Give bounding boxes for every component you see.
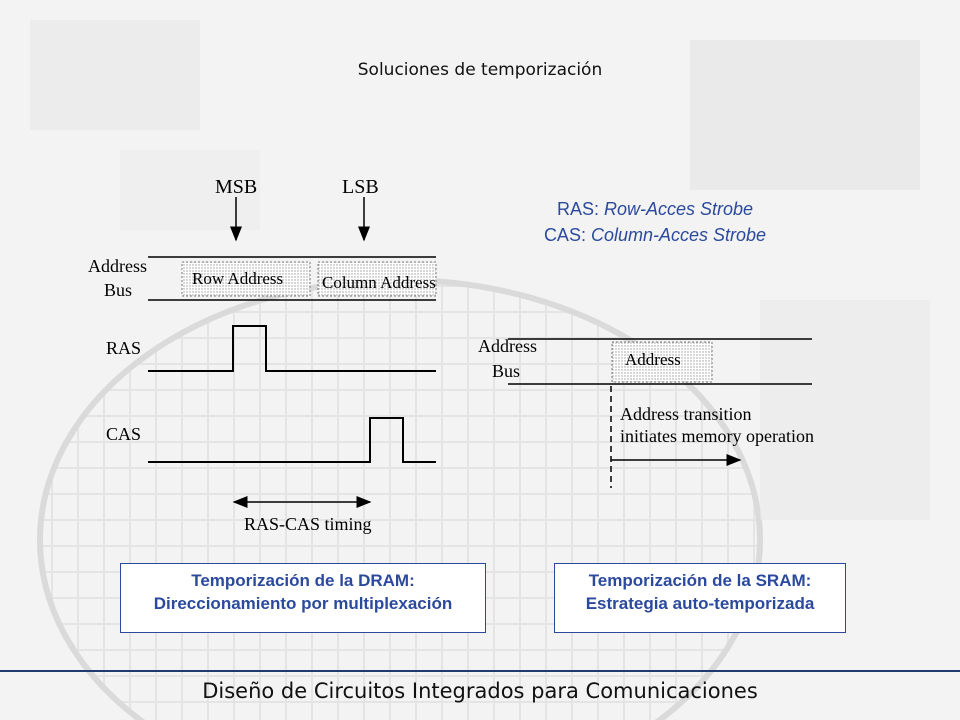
ras-legend-abbr: RAS:	[556, 199, 599, 219]
column-address-label: Column Address	[322, 273, 436, 292]
dram-caption-line2: Direccionamiento por multiplexación	[153, 594, 453, 613]
msb-label: MSB	[215, 176, 258, 198]
sram-bus-label: Bus	[492, 361, 521, 381]
dram-bus-label: Bus	[104, 280, 133, 300]
ras-label: RAS	[106, 338, 142, 358]
strobe-legend	[500, 196, 810, 248]
sram-address-label: Address	[478, 336, 537, 356]
lsb-label: LSB	[342, 176, 379, 198]
dram-caption-box	[120, 563, 486, 633]
cas-label: CAS	[106, 424, 142, 444]
footer-rule	[0, 670, 960, 672]
cas-legend-text: Column-Acces Strobe	[590, 225, 767, 245]
ras-legend-text: Row-Acces Strobe	[603, 199, 754, 219]
cas-legend-line	[500, 222, 810, 248]
slide-title: Soluciones de temporización	[357, 60, 603, 80]
cas-waveform	[148, 418, 436, 462]
sram-address-box-label: Address	[625, 350, 681, 369]
row-address-label: Row Address	[192, 269, 284, 288]
sram-caption-box	[554, 563, 846, 633]
ras-waveform	[148, 326, 436, 371]
dram-address-label: Address	[88, 256, 147, 276]
slide-footer: Diseño de Circuitos Integrados para Comunicaciones	[202, 679, 758, 703]
sram-caption-line1: Temporización de la SRAM:	[588, 571, 812, 590]
ras-legend-line	[500, 196, 810, 222]
dram-caption-line1: Temporización de la DRAM:	[191, 571, 415, 590]
sram-caption-line2: Estrategia auto-temporizada	[585, 594, 815, 613]
ras-cas-timing-label: RAS-CAS timing	[244, 514, 372, 534]
sram-transition-line2: initiates memory operation	[620, 426, 814, 446]
cas-legend-abbr: CAS:	[543, 225, 586, 245]
sram-transition-line1: Address transition	[620, 404, 752, 424]
